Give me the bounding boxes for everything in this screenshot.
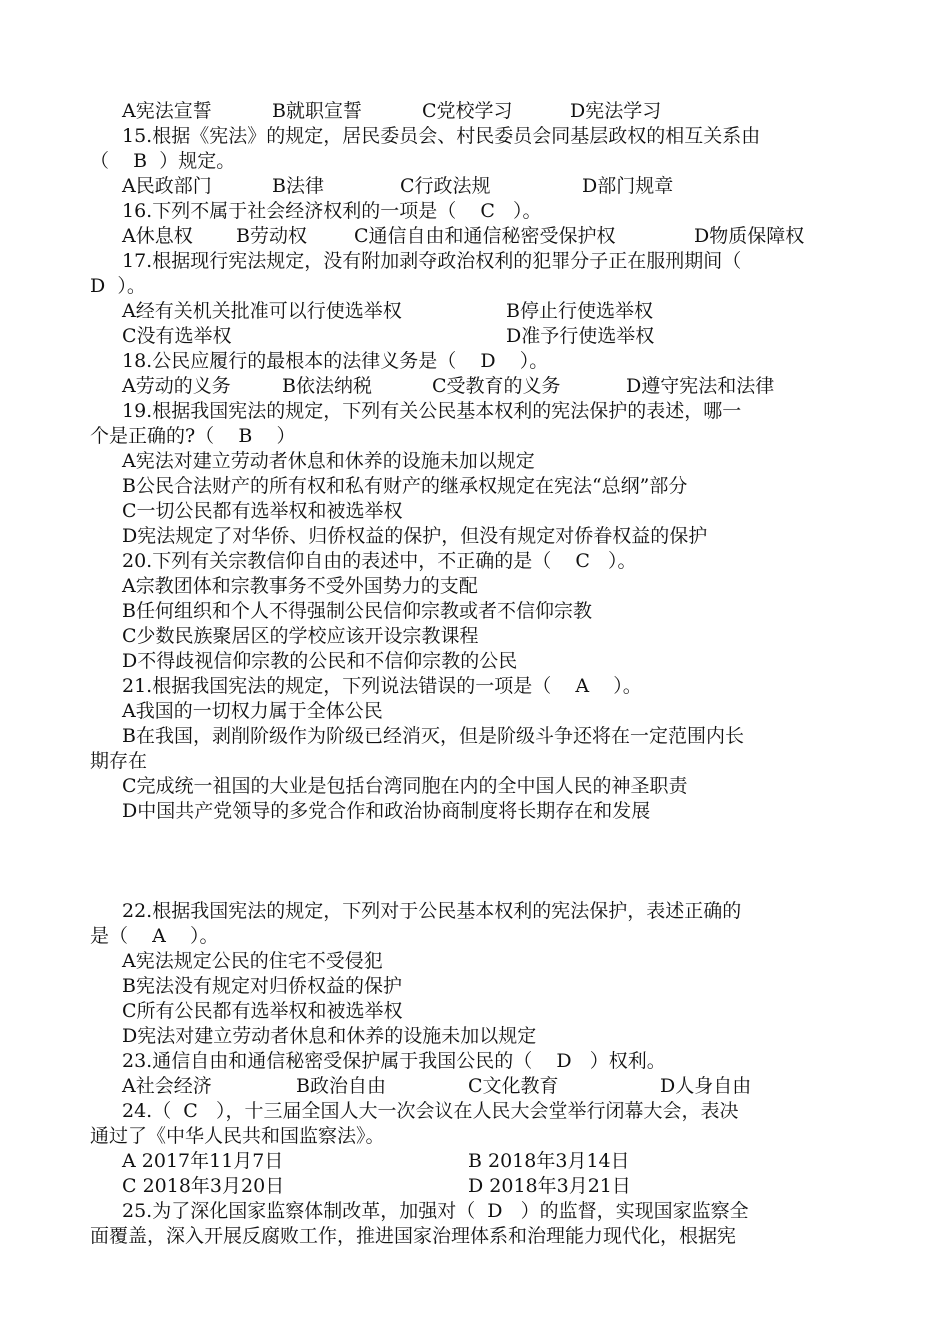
q23-option-a: A社会经济 <box>122 1075 212 1097</box>
q19-stem-line1: 19.根据我国宪法的规定，下列有关公民基本权利的宪法保护的表述，哪一 <box>122 400 742 422</box>
q20-stem-line1: 20.下列有关宗教信仰自由的表述中，不正确的是（ C ）。 <box>122 550 637 572</box>
q15-stem-line2: （ B ）规定。 <box>90 150 236 172</box>
q20-option-d: D不得歧视信仰宗教的公民和不信仰宗教的公民 <box>122 650 518 672</box>
q16-stem-line1: 16.下列不属于社会经济权利的一项是（ C ）。 <box>122 200 542 222</box>
q18-stem-line1: 18.公民应履行的最根本的法律义务是（ D ）。 <box>122 350 549 372</box>
q24-option-b: B 2018年3月14日 <box>468 1150 630 1172</box>
q24-stem-line2: 通过了《中华人民共和国监察法》。 <box>90 1125 385 1147</box>
q25-stem-line1: 25.为了深化国家监察体制改革，加强对（ D ）的监督，实现国家监察全 <box>122 1200 749 1222</box>
q16-option-d: D物质保障权 <box>694 225 805 247</box>
q22-stem-line1: 22.根据我国宪法的规定，下列对于公民基本权利的宪法保护，表述正确的 <box>122 900 742 922</box>
q16-option-a: A休息权 <box>122 225 193 247</box>
q23-option-c: C文化教育 <box>468 1075 559 1097</box>
q15-option-c: C行政法规 <box>400 175 491 197</box>
q19-option-b: B公民合法财产的所有权和私有财产的继承权规定在宪法“总纲”部分 <box>122 475 688 497</box>
q15-option-a: A民政部门 <box>122 175 212 197</box>
q19-stem-line2: 个是正确的?（ B ） <box>90 425 296 447</box>
q24-option-d: D 2018年3月21日 <box>468 1175 631 1197</box>
q19-option-d: D宪法规定了对华侨、归侨权益的保护，但没有规定对侨眷权益的保护 <box>122 525 708 547</box>
q25-stem-line2: 面覆盖，深入开展反腐败工作，推进国家治理体系和治理能力现代化，根据宪 <box>90 1225 737 1247</box>
q20-option-c: C少数民族聚居区的学校应该开设宗教课程 <box>122 625 479 647</box>
q21-option-b-cont: 期存在 <box>90 750 148 772</box>
q14-option-b: B就职宣誓 <box>272 100 362 122</box>
q14-option-a: A宪法宣誓 <box>122 100 212 122</box>
q19-option-a: A宪法对建立劳动者休息和休养的设施未加以规定 <box>122 450 535 472</box>
q20-option-b: B任何组织和个人不得强制公民信仰宗教或者不信仰宗教 <box>122 600 592 622</box>
q16-option-b: B劳动权 <box>236 225 307 247</box>
q15-option-b: B法律 <box>272 175 324 197</box>
q24-stem-line1: 24.（ C ），十三届全国人大一次会议在人民大会堂举行闭幕大会，表决 <box>122 1100 739 1122</box>
q18-option-c: C受教育的义务 <box>432 375 561 397</box>
q23-stem-line1: 23.通信自由和通信秘密受保护属于我国公民的（ D ）权利。 <box>122 1050 666 1072</box>
q17-stem-line2: D ）。 <box>90 275 146 297</box>
q24-option-c: C 2018年3月20日 <box>122 1175 285 1197</box>
q24-option-a: A 2017年11月7日 <box>122 1150 284 1172</box>
q22-option-c: C所有公民都有选举权和被选举权 <box>122 1000 403 1022</box>
q18-option-b: B依法纳税 <box>282 375 372 397</box>
q23-option-d: D人身自由 <box>660 1075 752 1097</box>
q22-option-b: B宪法没有规定对归侨权益的保护 <box>122 975 402 997</box>
q18-option-d: D遵守宪法和法律 <box>626 375 775 397</box>
q17-option-b: B停止行使选举权 <box>506 300 653 322</box>
q22-option-d: D宪法对建立劳动者休息和休养的设施未加以规定 <box>122 1025 537 1047</box>
q16-option-c: C通信自由和通信秘密受保护权 <box>354 225 616 247</box>
q14-option-c: C党校学习 <box>422 100 513 122</box>
q15-stem-line1: 15.根据《宪法》的规定，居民委员会、村民委员会同基层政权的相互关系由 <box>122 125 761 147</box>
q23-option-b: B政治自由 <box>296 1075 386 1097</box>
q21-option-c: C完成统一祖国的大业是包括台湾同胞在内的全中国人民的神圣职责 <box>122 775 688 797</box>
q17-option-d: D准予行使选举权 <box>506 325 655 347</box>
q20-option-a: A宗教团体和宗教事务不受外国势力的支配 <box>122 575 478 597</box>
q15-option-d: D部门规章 <box>582 175 674 197</box>
q18-option-a: A劳动的义务 <box>122 375 231 397</box>
q21-option-a: A我国的一切权力属于全体公民 <box>122 700 383 722</box>
q22-option-a: A宪法规定公民的住宅不受侵犯 <box>122 950 383 972</box>
q19-option-c: C一切公民都有选举权和被选举权 <box>122 500 403 522</box>
q21-option-d: D中国共产党领导的多党合作和政治协商制度将长期存在和发展 <box>122 800 651 822</box>
q14-option-d: D宪法学习 <box>570 100 662 122</box>
q22-stem-line2: 是（ A ）。 <box>90 925 219 947</box>
q17-option-c: C没有选举权 <box>122 325 232 347</box>
q21-stem-line1: 21.根据我国宪法的规定，下列说法错误的一项是（ A ）。 <box>122 675 642 697</box>
q17-stem-line1: 17.根据现行宪法规定，没有附加剥夺政治权利的犯罪分子正在服刑期间（ <box>122 250 742 272</box>
q17-option-a: A经有关机关批准可以行使选举权 <box>122 300 402 322</box>
q21-option-b: B在我国，剥削阶级作为阶级已经消灭，但是阶级斗争还将在一定范围内长 <box>122 725 744 747</box>
